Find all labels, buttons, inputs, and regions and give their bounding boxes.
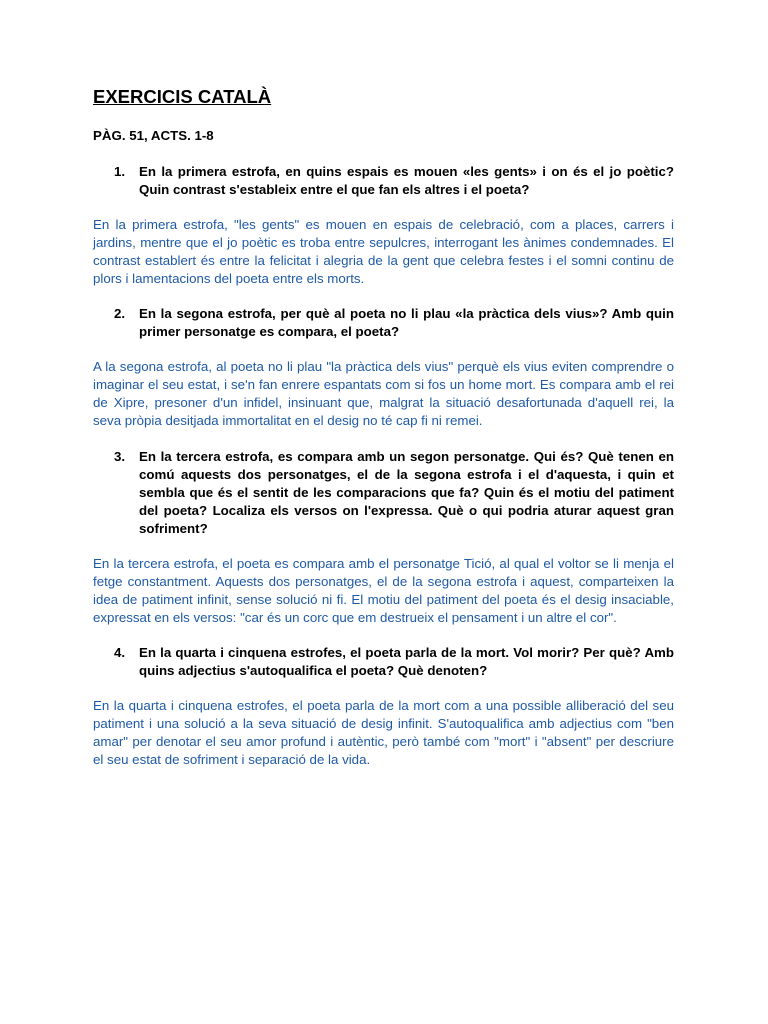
answer-4: En la quarta i cinquena estrofes, el poeta parla de la mort com a una possible alliberació del seu patiment i una solució a la seva situació de desig infinit. S'autoqualifica amb adjectius com "ben amar" per denotar el seu amor profund i autèntic, però també com "mort" i "absent" per descriure el seu estat de sofriment i separació de la vida.	[93, 698, 674, 767]
answer-3: En la tercera estrofa, el poeta es compara amb el personatge Tició, al qual el voltor se li menja el fetge constantment. Aquests dos personatges, el de la segona estrofa i aquest, comparteixen la idea de patiment infinit, sense solució ni fi. El motiu del patiment del poeta és el desig insaciable, expressat en els versos: "car és un corc que em destrueix el pensament i un altre el cor".	[93, 556, 674, 625]
answer-1: En la primera estrofa, "les gents" es mouen en espais de celebració, com a places, carrers i jardins, mentre que el jo poètic es troba entre sepulcres, interrogant les ànimes condemnades. El contrast establert és entre la felicitat i alegria de la gent que celebra festes i el somni continu de plors i lamentacions del poeta entre els morts.	[93, 217, 674, 286]
question-number: 1.	[114, 164, 126, 179]
document-title: EXERCICIS CATALÀ	[93, 86, 272, 107]
document-subtitle: PÀG. 51, ACTS. 1-8	[93, 128, 214, 143]
question-1	[93, 163, 674, 199]
question-text: En la quarta i cinquena estrofes, el poeta parla de la mort. Vol morir? Per què? Amb quins adjectius s'autoqualifica el poeta? Què denoten?	[139, 645, 674, 678]
question-4	[93, 644, 674, 680]
question-text: En la segona estrofa, per què al poeta no li plau «la pràctica dels vius»? Amb quin primer personatge es compara, el poeta?	[139, 306, 674, 339]
question-text: En la tercera estrofa, es compara amb un segon personatge. Qui és? Què tenen en comú aquests dos personatges, el de la segona estrofa i el d'aquesta, i quin et sembla que és el sentit de les comparacions que fa? Quin és el motiu del patiment del poeta? Localiza els versos on l'expressa. Què o qui podria aturar aquest gran sofriment?	[139, 449, 674, 536]
question-text: En la primera estrofa, en quins espais es mouen «les gents» i on és el jo poètic? Quin contrast s'estableix entre el que fan els altres i el poeta?	[139, 164, 674, 197]
question-3	[93, 448, 674, 538]
question-number: 3.	[114, 449, 126, 464]
answer-2: A la segona estrofa, al poeta no li plau "la pràctica dels vius" perquè els vius eviten comprendre o imaginar el seu estat, i se'n fan enrere espantats com si fos un home mort. Es compara amb el rei de Xipre, presoner d'un infidel, insinuant que, malgrat la situació desafortunada d'aquell rei, la seva pròpia desitjada immortalitat en el desig no té cap fi ni remei.	[93, 359, 674, 428]
document-page	[93, 86, 674, 769]
question-number: 4.	[114, 645, 126, 660]
question-number: 2.	[114, 306, 126, 321]
question-2	[93, 305, 674, 341]
